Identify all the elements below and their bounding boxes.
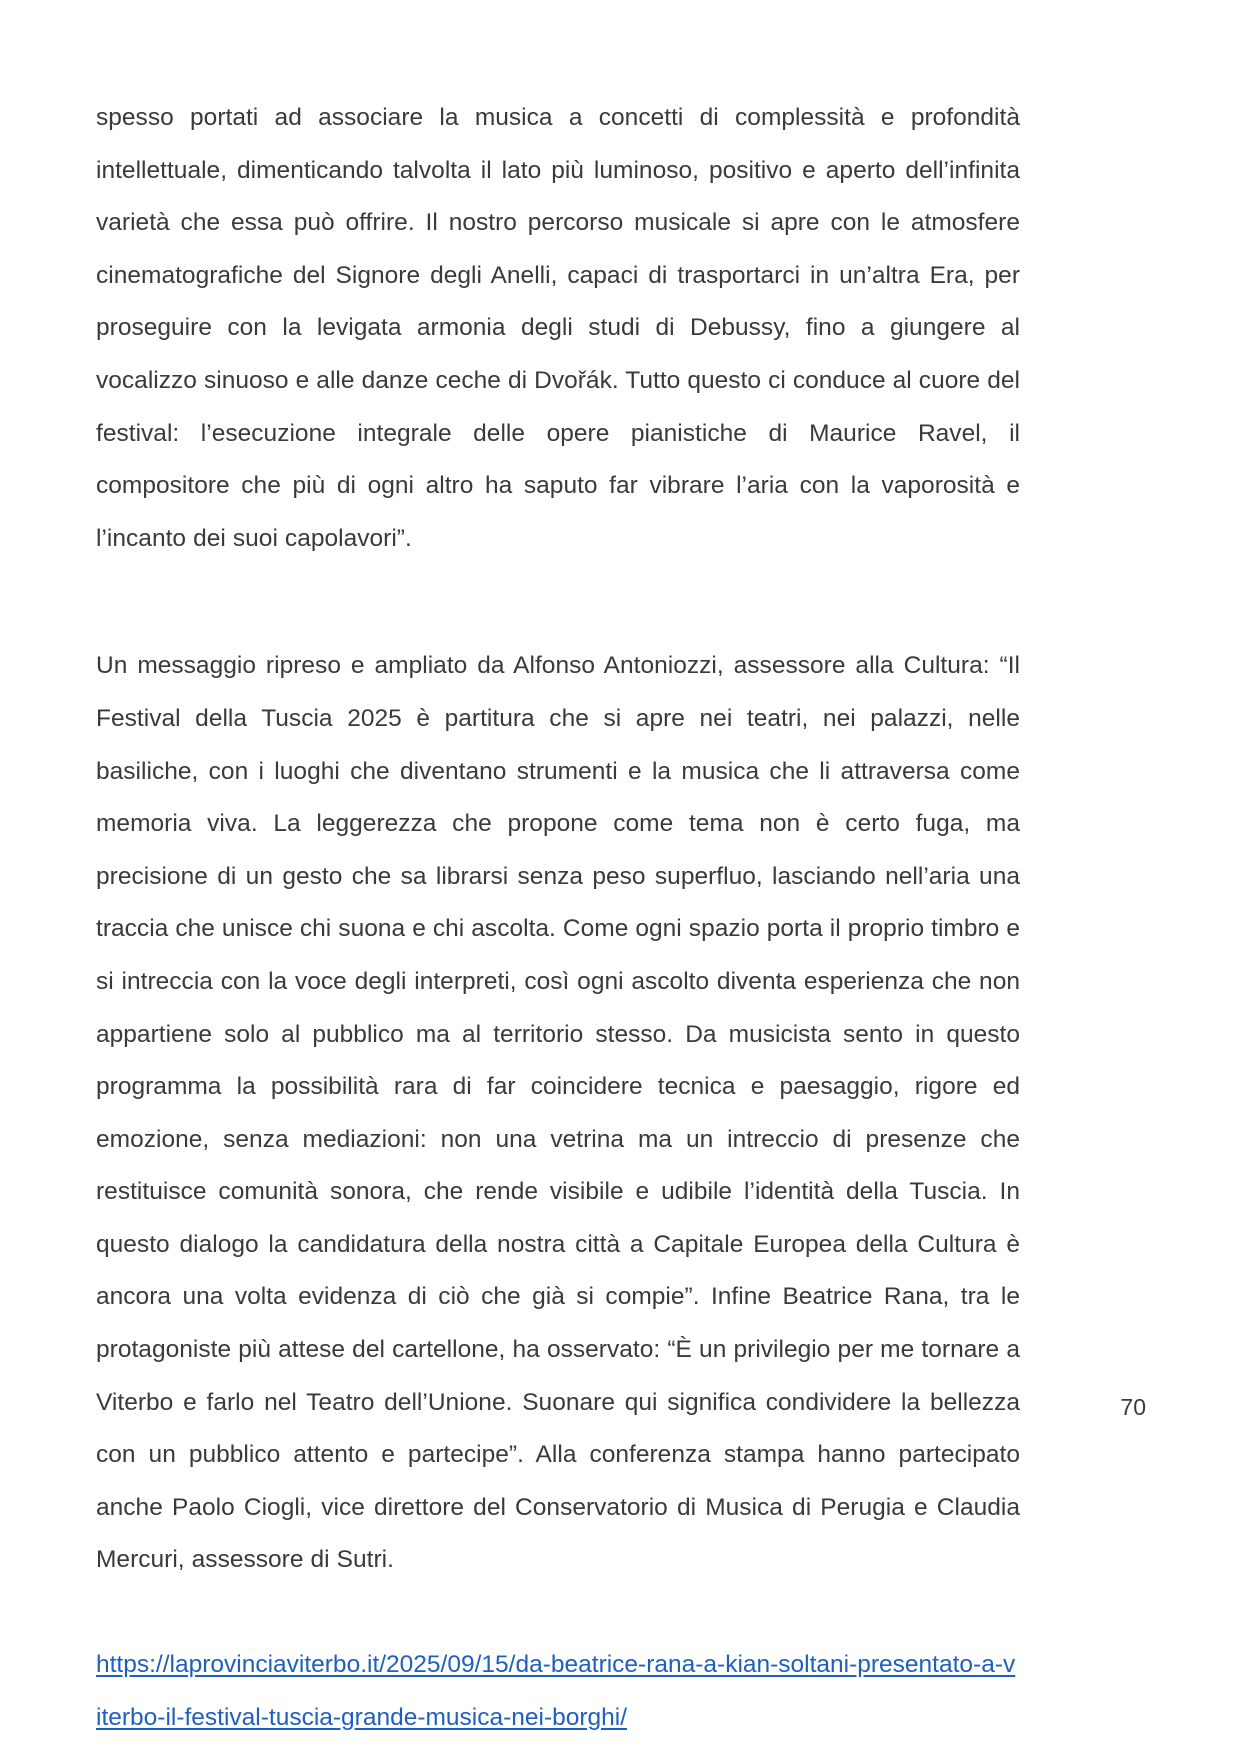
source-link[interactable]: https://laprovinciaviterbo.it/2025/09/15/da-beatrice-rana-a-kian-soltani-presentato-a-viterbo-il-festival-tuscia-grande-musica-nei-borghi/ bbox=[96, 1651, 1016, 1731]
page-number: 70 bbox=[1120, 1394, 1146, 1420]
paragraph-spacer bbox=[96, 565, 1020, 640]
paragraph-spacer-2 bbox=[96, 1587, 1020, 1639]
source-link-block bbox=[96, 1639, 1020, 1744]
body-paragraph-1: spesso portati ad associare la musica a concetti di complessità e profondità intellettuale, dimenticando talvolta il lato più luminoso, positivo e aperto dell’infinita varietà che essa può offrire. Il nostro percorso musicale si apre con le atmosfere cinematografiche del Signore degli Anelli, capaci di trasportarci in un’altra Era, per proseguire con la levigata armonia degli studi di Debussy, fino a giungere al vocalizzo sinuoso e alle danze ceche di Dvořák. Tutto questo ci conduce al cuore del festival: l’esecuzione integrale delle opere pianistiche di Maurice Ravel, il compositore che più di ogni altro ha saputo far vibrare l’aria con la vaporosità e l’incanto dei suoi capolavori”. bbox=[96, 104, 1020, 552]
body-paragraph-2: Un messaggio ripreso e ampliato da Alfonso Antoniozzi, assessore alla Cultura: “Il Festival della Tuscia 2025 è partitura che si apre nei teatri, nei palazzi, nelle basiliche, con i luoghi che diventano strumenti e la musica che li attraversa come memoria viva. La leggerezza che propone come tema non è certo fuga, ma precisione di un gesto che sa librarsi senza peso superfluo, lasciando nell’aria una traccia che unisce chi suona e chi ascolta. Come ogni spazio porta il proprio timbro e si intreccia con la voce degli interpreti, così ogni ascolto diventa esperienza che non appartiene solo al pubblico ma al territorio stesso. Da musicista sento in questo programma la possibilità rara di far coincidere tecnica e paesaggio, rigore ed emozione, senza mediazioni: non una vetrina ma un intreccio di presenze che restituisce comunità sonora, che rende visibile e udibile l’identità della Tuscia. In questo dialogo la candidatura della nostra città a Capitale Europea della Cultura è ancora una volta evidenza di ciò che già si compie”. Infine Beatrice Rana, tra le protagoniste più attese del cartellone, ha osservato: “È un privilegio per me tornare a Viterbo e farlo nel Teatro dell’Unione. Suonare qui significa condividere la bellezza con un pubblico attento e partecipe”. Alla conferenza stampa hanno partecipato anche Paolo Ciogli, vice direttore del Conservatorio di Musica di Perugia e Claudia Mercuri, assessore di Sutri. bbox=[96, 652, 1020, 1574]
page-content bbox=[96, 92, 1020, 1744]
